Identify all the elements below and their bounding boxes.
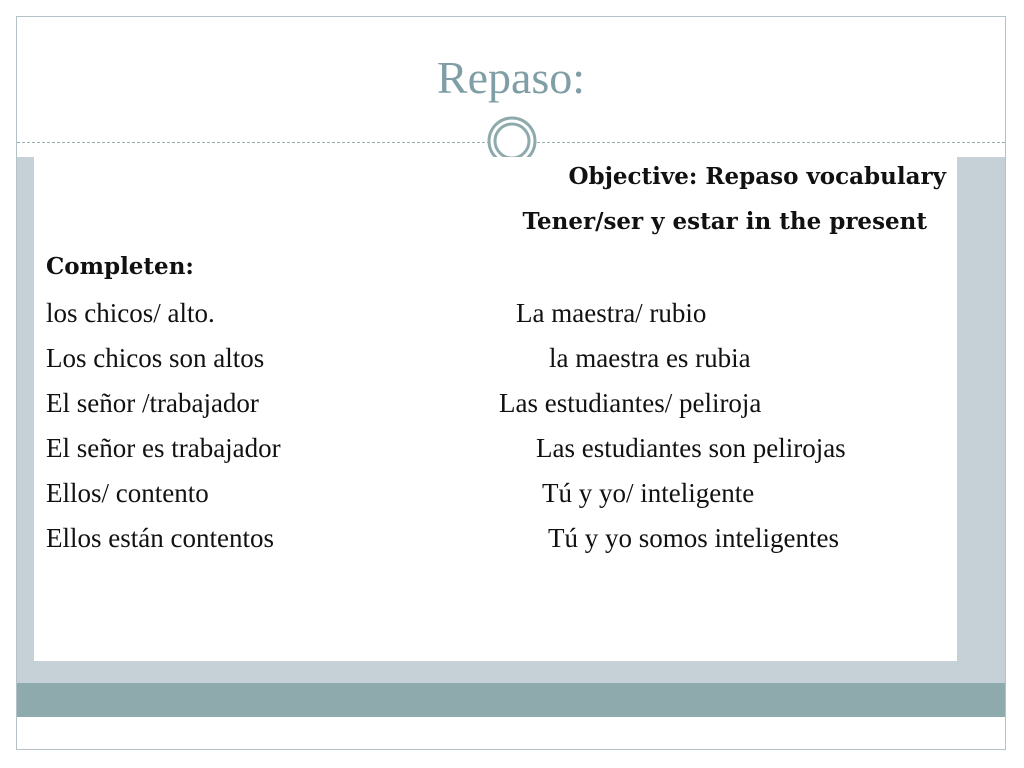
left-line-5: Ellos/ contento bbox=[46, 478, 209, 508]
objective-line-1: Objective: Repaso vocabulary bbox=[568, 163, 946, 190]
left-line-1: los chicos/ alto. bbox=[46, 298, 215, 328]
right-line-4: Las estudiantes son pelirojas bbox=[536, 433, 846, 463]
right-line-3: Las estudiantes/ peliroja bbox=[499, 388, 762, 418]
left-line-3: El señor /trabajador bbox=[46, 388, 259, 418]
slide-title: Repaso: bbox=[436, 52, 586, 103]
slide bbox=[16, 16, 1006, 750]
body-frame bbox=[17, 157, 1005, 717]
right-line-1: La maestra/ rubio bbox=[516, 298, 707, 328]
content-panel bbox=[34, 157, 957, 661]
objective-line-2: Tener/ser y estar in the present bbox=[522, 208, 927, 235]
right-line-5: Tú y yo/ inteligente bbox=[542, 478, 755, 508]
footer-bar bbox=[17, 683, 1005, 717]
right-line-2: la maestra es rubia bbox=[549, 343, 751, 373]
left-line-6: Ellos están contentos bbox=[46, 523, 274, 553]
right-line-6: Tú y yo somos inteligentes bbox=[548, 523, 839, 553]
exercise-heading: Completen: bbox=[46, 253, 194, 280]
left-line-2: Los chicos son altos bbox=[46, 343, 265, 373]
left-line-4: El señor es trabajador bbox=[46, 433, 281, 463]
